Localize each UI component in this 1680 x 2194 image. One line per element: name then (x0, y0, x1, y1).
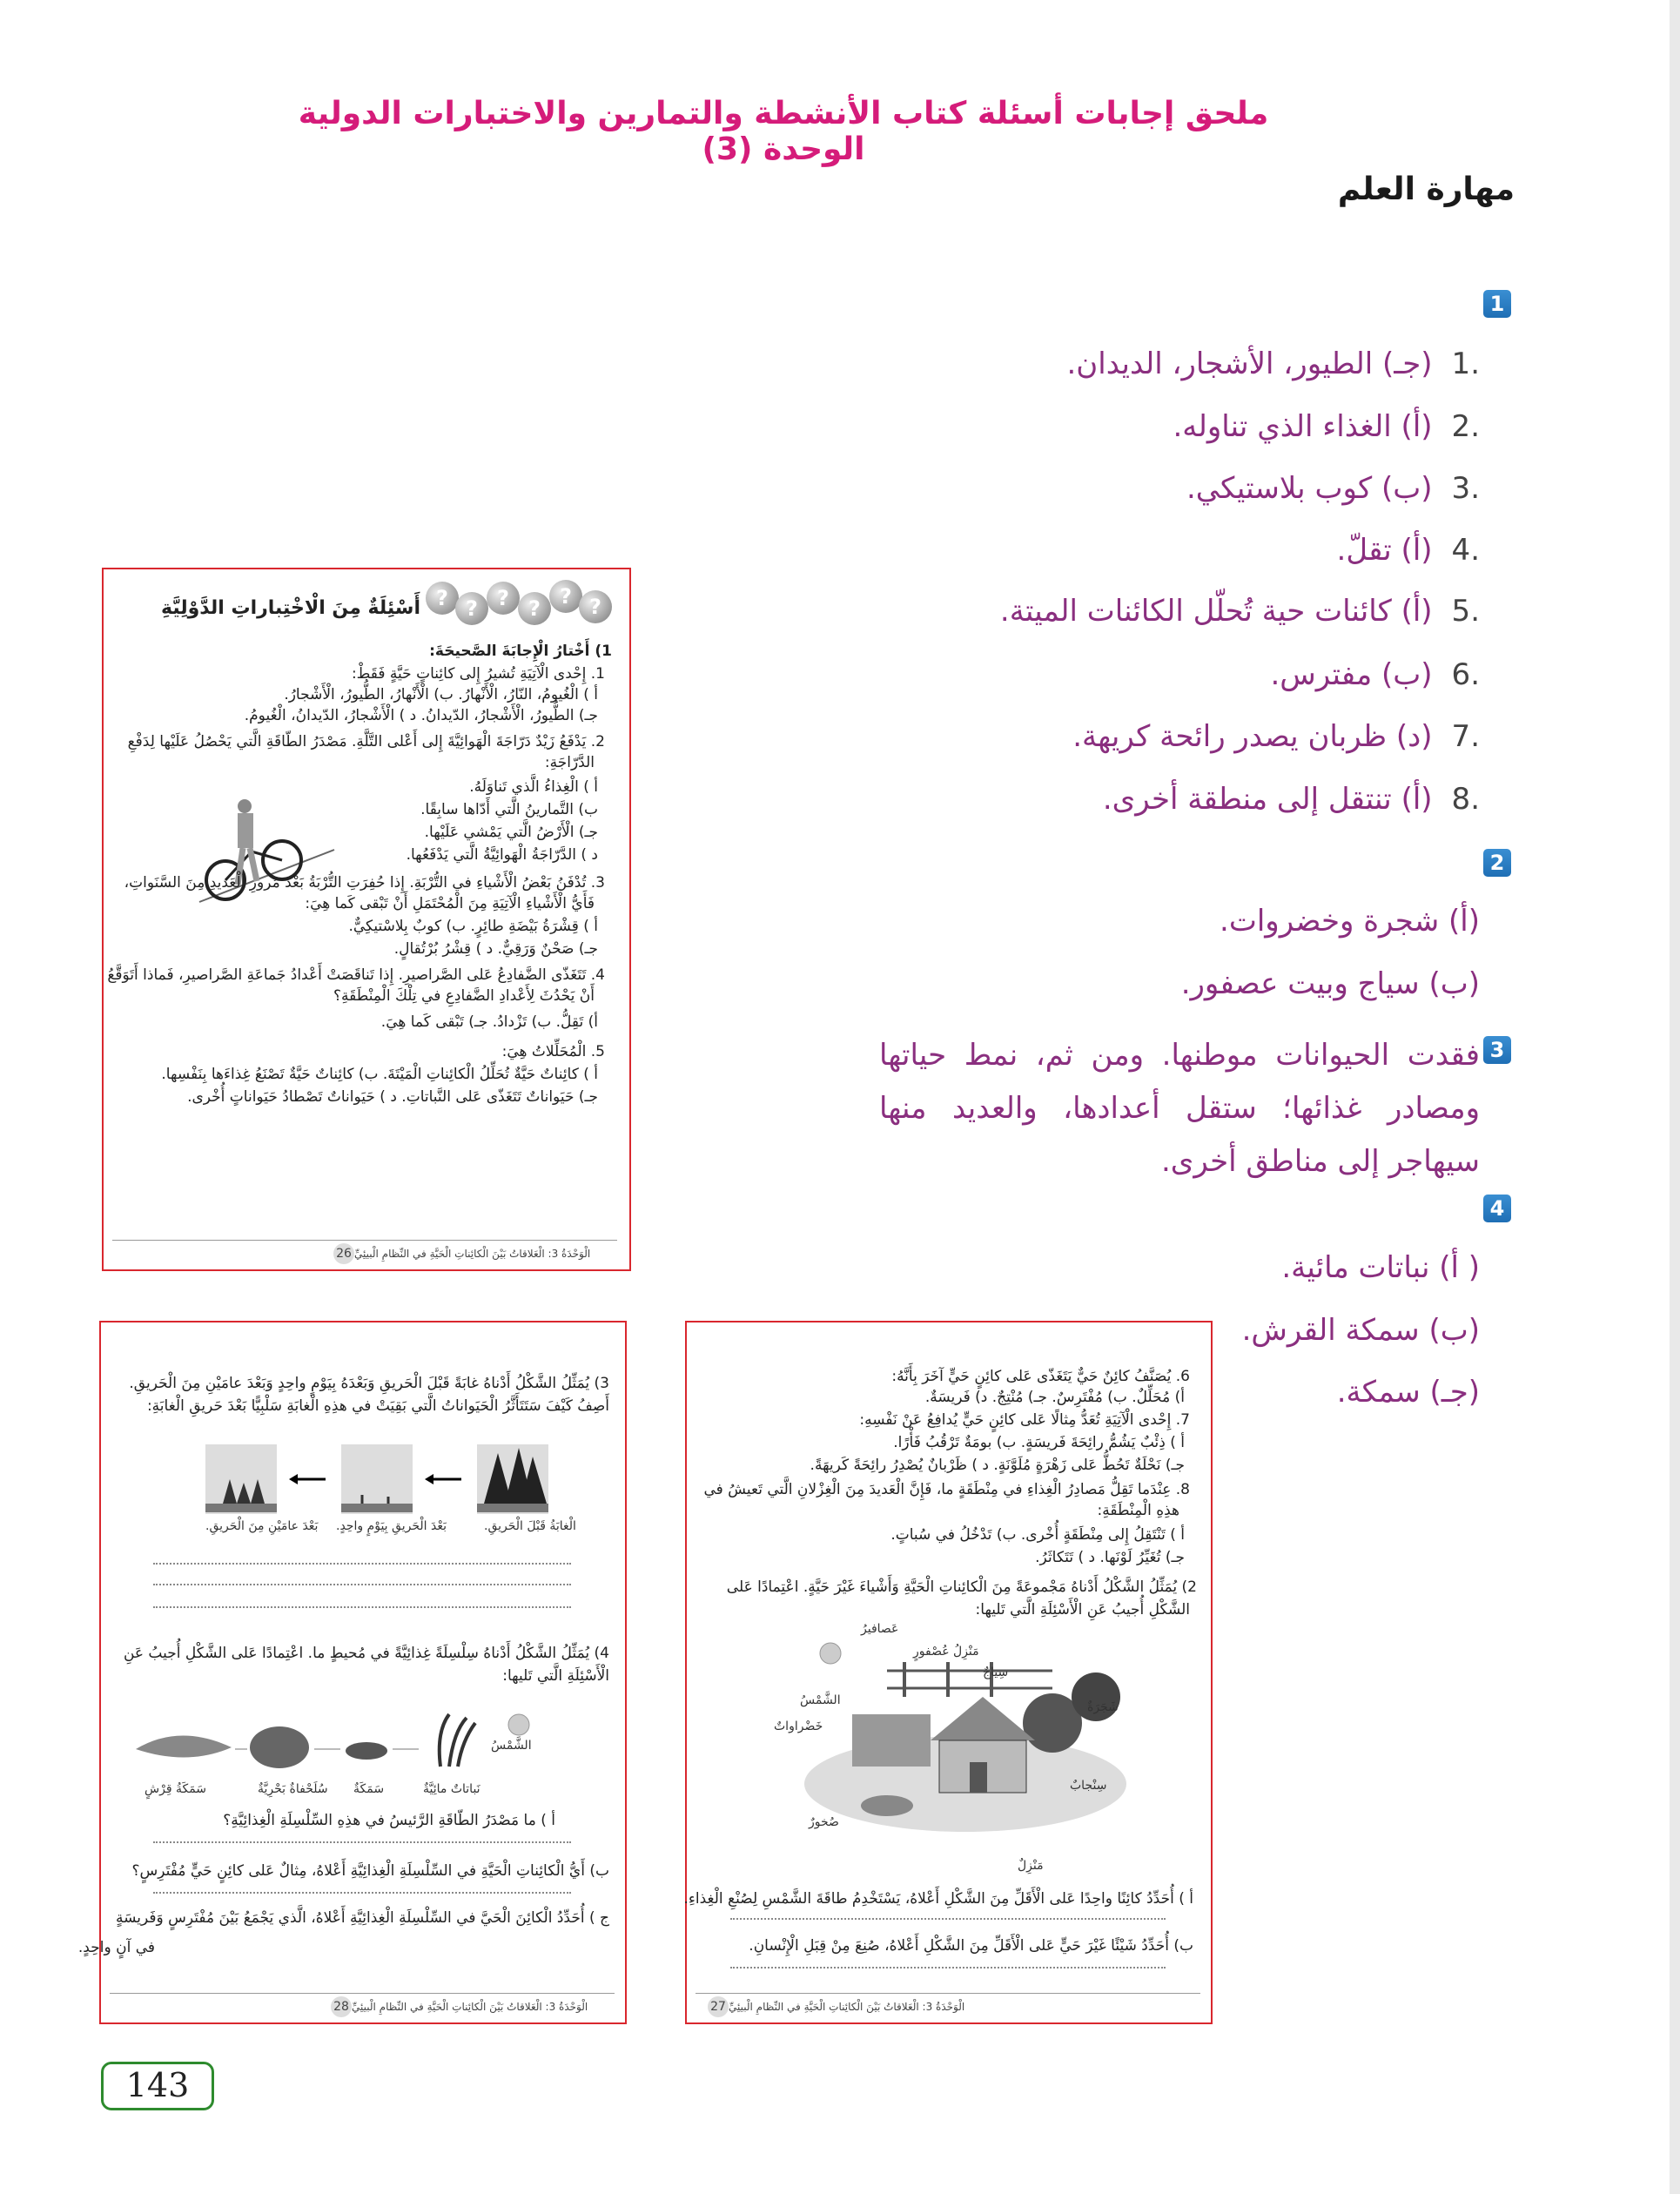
section-badge-4: 4 (1483, 1195, 1511, 1222)
question-line: في آنٍ واحِدٍ. (77, 1939, 155, 1956)
answer-text: (أ) كائنات حية تُحلّل الكائنات الميتة. (999, 594, 1433, 629)
page-number: 28 (331, 1996, 352, 2017)
section-badge-1: 1 (1483, 290, 1511, 318)
footer-text: الْوَحْدَةُ 3: الْعَلاقاتُ بَيْنَ الْكائِناتِ الْحَيَّةِ في النِّظامِ الْبيئِيِّ (729, 2001, 965, 2013)
question-ball-icon: ? (455, 592, 488, 625)
section-heading: مهارة العلم (1337, 172, 1515, 207)
answer-line: (جـ) سمكة. (1336, 1375, 1480, 1410)
question-line: أَصِفُ كَيْفَ سَتَتَأَثَّرُ الْحَيَواناتُ الَّتي بَقِيَتْ في هذِهِ الْغابَةِ سَلْبِيًّا بَعْدَ حَريقِ الْغابَةِ: (146, 1397, 609, 1415)
question-line: أ ) الْغِذاءُ الَّذي تَناوَلَهُ. (469, 778, 598, 796)
question-line: أ) تَقِلُّ. ب) تَزْدادُ. جـ) تَبْقى كَما هِيَ. (380, 1013, 598, 1031)
question-ball-icon: ? (549, 580, 582, 613)
answer-line-dotted (730, 1918, 1166, 1920)
scene-label: سِنْجابٌ (1070, 1779, 1107, 1793)
question-line: ج ) أُحَدِّدُ الْكائِنَ الْحَيَّ في السِّلْسِلَةِ الْغِذائِيَّةِ أَعْلاهُ، الَّذي يَجْمَعُ بَيْنَ مُفْتَرِسٍ وَفَريسَةٍ (115, 1909, 609, 1927)
answer-line-dotted (153, 1606, 571, 1608)
question-heading: 1) أَخْتارُ الْإِجابَةَ الصَّحيحَةَ: (429, 643, 612, 660)
answer-text: (ب) كوب بلاستيكي. (1186, 471, 1433, 506)
footer-rule (696, 1993, 1200, 1994)
question-line: جـ) الطُّيورُ، الْأَشْجارُ، الدّيدانُ. د ) الْأَشْجارُ، الدّيدانُ، الْغُيومُ. (244, 707, 598, 724)
question-line: هذِهِ الْمِنْطَقَةِ: (1097, 1502, 1179, 1519)
garden-scene-illustration (791, 1636, 1139, 1836)
thumbnail-page-27 (685, 1321, 1213, 2024)
footer-rule (112, 1240, 617, 1241)
question-line: أ ) تَنْتَقِلُ إِلى مِنْطَقَةٍ أُخْرى. ب) تَدْخُلُ في سُباتٍ. (890, 1526, 1185, 1544)
question-line: ب) أُحَدِّدُ شَيْئًا غَيْرَ حَيٍّ عَلى الْأَقَلِّ مِنَ الشَّكْلِ أَعْلاهُ، صُنِعَ مِنْ قِبَلِ الْإِنْسانِ. (749, 1937, 1193, 1955)
answer-number: .4 (1451, 533, 1480, 568)
question-ball-icon: ? (426, 582, 459, 615)
thumbnail-footer (330, 1243, 590, 1264)
answer-number: .2 (1451, 409, 1480, 444)
answer-number: .6 (1451, 657, 1480, 692)
answer-line-dotted (730, 1967, 1166, 1969)
question-line: جـ) نَحْلَةٌ تَحُطُّ عَلى زَهْرَةٍ مُلَوَّنَةٍ. د ) ظَرْبانٌ يُصْدِرُ رائِحَةً كَريهَةً. (810, 1457, 1185, 1474)
answer-line (1066, 347, 1480, 381)
scene-label: شَجَرَةٌ (1087, 1700, 1119, 1714)
page-number: 26 (333, 1243, 354, 1264)
thumbnail-page-28 (77, 1321, 627, 2024)
food-chain-label: سَمَكَةُ قِرْشٍ (144, 1782, 207, 1796)
thumbnail-page-26 (102, 568, 631, 1271)
scene-label: مَنْزِلُ عُصْفورٍ (913, 1645, 979, 1659)
page-number: 27 (708, 1996, 729, 2017)
answer-line (1337, 533, 1480, 568)
answer-line-dotted (153, 1584, 571, 1585)
question-line: 3. تُدْفَنُ بَعْضُ الْأَشْياءِ في التُّرْبَةِ. إِذا حُفِرَتِ التُّرْبَةُ بَعْدَ مُرورِ الْعَديدِ مِنَ السَّنَواتِ، (124, 874, 605, 892)
question-line: 8. عِنْدَما تَقِلُّ مَصادِرُ الْغِذاءِ في مِنْطَقَةٍ ما، فَإِنَّ الْعَديدَ مِنَ الْغِزْلانِ الَّتي تَعيشُ في (703, 1481, 1190, 1498)
question-ball-icon: ? (518, 592, 551, 625)
scene-label: صُخورٌ (809, 1815, 839, 1829)
scene-label: الشَّمْسُ (800, 1693, 841, 1707)
answer-paragraph: فقدت الحيوانات موطنها. ومن ثم، نمط حياتها ومصادر غذائها؛ ستقل أعدادها، والعديد منها سيهاجر إلى مناطق أخرى. (879, 1038, 1480, 1179)
footer-text: الْوَحْدَةُ 3: الْعَلاقاتُ بَيْنَ الْكائِناتِ الْحَيَّةِ في النِّظامِ الْبيئِيِّ (352, 2001, 588, 2013)
question-line: 1. إِحْدى الْآتِيَةِ تُشيرُ إِلى كائِناتٍ حَيَّةٍ فَقَطْ: (351, 665, 605, 683)
answer-text: (ب) مفترس. (1270, 657, 1433, 692)
question-line: 4. تَتَغَذّى الضَّفادِعُ عَلى الصَّراصيرِ. إِذا تَناقَصَتْ أَعْدادُ جَماعَةِ الصَّراصيرِ، فَماذا أَتَوَقَّعُ (107, 966, 605, 984)
question-line: 2) يُمَثِّلُ الشَّكْلُ أَدْناهُ مَجْموعَةً مِنَ الْكائِناتِ الْحَيَّةِ وَأَشْياءَ غَيْرَ حَيَّةٍ. اعْتِمادًا عَلى (726, 1578, 1197, 1596)
answer-number: .8 (1451, 782, 1480, 817)
question-line: الدَّرّاجَةِ: (544, 754, 595, 771)
answer-line (1072, 719, 1480, 754)
diagram-caption: الْغابَةُ قَبْلَ الْحَريقِ. (484, 1519, 576, 1533)
question-line: جـ) الْأَرْضُ الَّتي يَمْشي عَلَيْها. (424, 824, 598, 841)
diagram-caption: بَعْدَ عامَيْنِ مِنَ الْحَريقِ. (205, 1519, 319, 1533)
section-badge-2: 2 (1483, 849, 1511, 877)
answer-line (1103, 782, 1480, 817)
forest-fire-diagram (205, 1444, 571, 1514)
footer-text: الْوَحْدَةُ 3: الْعَلاقاتُ بَيْنَ الْكائِناتِ الْحَيَّةِ في النِّظامِ الْبيئِيِّ (354, 1248, 591, 1260)
scene-label: سِياجٌ (983, 1666, 1009, 1679)
answer-number: .5 (1451, 594, 1480, 629)
section-badge-3: 3 (1483, 1036, 1511, 1064)
cyclist-illustration (199, 798, 339, 911)
food-chain-label: نَباتاتٌ مائِيَّةٌ (423, 1782, 480, 1796)
question-line: أ ) ما مَصْدَرُ الطّاقَةِ الرَّئيسُ في هذِهِ السِّلْسِلَةِ الْغِذائِيَّةِ؟ (223, 1812, 555, 1829)
answer-line (1173, 409, 1480, 444)
question-line: أَنْ يَحْدُثَ لِأَعْدادِ الضَّفادِعِ في تِلْكَ الْمِنْطَقَةِ؟ (333, 987, 595, 1005)
question-line: جـ) حَيَواناتٌ تَتَغَذّى عَلى النَّباتاتِ. د ) حَيَواناتٌ تَصْطادُ حَيَواناتٍ أُخْرى. (187, 1088, 598, 1106)
answer-line: (ب) سياج وبيت عصفور. (1180, 966, 1480, 1001)
answer-line (1000, 594, 1480, 629)
question-line: 4) يُمَثِّلُ الشَّكْلُ أَدْناهُ سِلْسِلَةً غِذائِيَّةً في مُحيطٍ ما. اعْتِمادًا عَلى الشَّكْلِ أُجيبُ عَنِ (123, 1645, 609, 1662)
food-chain-label: سَمَكَةٌ (353, 1782, 385, 1796)
diagram-caption: بَعْدَ الْحَريقِ بِيَوْمٍ واحِدٍ. (336, 1519, 447, 1533)
answer-number: .1 (1451, 347, 1480, 381)
thumbnail-footer (327, 1996, 588, 2017)
question-line: 7. إِحْدى الْآتِيَةِ تُعَدُّ مِثالًا عَلى كائِنٍ حَيٍّ يُدافِعُ عَنْ نَفْسِهِ: (859, 1411, 1190, 1429)
question-line: أ ) كائِناتٌ حَيَّةٌ تُحَلِّلُ الْكائِناتِ الْمَيْتَةَ. ب) كائِناتٌ حَيَّةٌ تَصْنَعُ غِذاءَها بِنَفْسِها. (161, 1066, 598, 1083)
answer-line-dotted (153, 1563, 571, 1565)
answer-line: (أ) شجرة وخضروات. (1220, 904, 1480, 939)
question-ball-icon: ? (579, 590, 612, 623)
scene-label: خَضْراواتٌ (774, 1720, 823, 1733)
question-line: 2. يَدْفَعُ زَيْدٌ دَرّاجَةَ الْهَوائِيَّةَ إِلى أَعْلى التَّلَّةِ. مَصْدَرُ الطّاقَةِ الَّتي يَحْصُلُ عَلَيْها لِدَفْعِ (127, 733, 605, 750)
question-line: الْأَسْئِلَةِ الَّتي تَليها: (502, 1667, 609, 1685)
question-line: 6. يُصَنَّفُ كائِنٌ حَيٌّ يَتَغَذّى عَلى كائِنٍ حَيٍّ آخَرَ بِأَنَّهُ: (891, 1368, 1190, 1385)
answer-line (1270, 657, 1480, 692)
food-chain-label: الشَّمْسُ (491, 1739, 532, 1753)
thumbnail-footer (704, 1996, 964, 2017)
scene-label: عَصافيرُ (861, 1622, 899, 1636)
footer-rule (110, 1993, 615, 1994)
answer-line (1186, 471, 1480, 506)
question-ball-icon: ? (487, 582, 520, 615)
question-line: د ) الدَّرّاجَةُ الْهَوائِيَّةُ الَّتي يَدْفَعُها. (406, 846, 598, 864)
question-line: 3) يُمَثِّلُ الشَّكْلُ أَدْناهُ غابَةً قَبْلَ الْحَريقِ وَبَعْدَهُ بِيَوْمٍ واحِدٍ وَبَعْدَ عامَيْنِ مِنَ الْحَريقِ. (129, 1375, 609, 1392)
question-line: الشَّكْلِ أُجيبُ عَنِ الْأَسْئِلَةِ الَّتي تَليها: (975, 1601, 1190, 1619)
scene-label: مَنْزِلٌ (1018, 1859, 1044, 1873)
answer-line: ( أ) نباتات مائية. (1281, 1250, 1480, 1285)
question-line: ب) أَيُّ الْكائِناتِ الْحَيَّةِ في السِّلْسِلَةِ الْغِذائِيَّةِ أَعْلاهُ، مِثالٌ عَلى كائِنٍ حَيٍّ مُفْتَرِسٍ؟ (131, 1862, 609, 1880)
answer-text: (د) ظربان يصدر رائحة كريهة. (1072, 719, 1433, 754)
page-title: ملحق إجابات أسئلة كتاب الأنشطة والتمارين والاختبارات الدولية الوحدة (3) (298, 96, 1269, 167)
page-number: 143 (101, 2062, 214, 2110)
answer-text: (أ) الغذاء الذي تناوله. (1173, 409, 1433, 444)
question-line: أ ) قِشْرَةُ بَيْضَةِ طائِرٍ. ب) كوبٌ بِلاسْتيكِيٌّ. (348, 918, 598, 935)
answer-number: .7 (1451, 719, 1480, 754)
question-line: أ ) ذِئْبٌ يَشُمُّ رائِحَةَ فَريسَةٍ. ب) بومَةٌ تَرْقُبُ فَأْرًا. (893, 1434, 1185, 1451)
question-line: جـ) تُغَيِّرُ لَوْنَها. د ) تَتَكاثَرُ. (1035, 1549, 1185, 1566)
thumbnail-title: أَسْئِلَةٌ مِنَ الْاخْتِباراتِ الدَّوْلِيَّةِ (161, 597, 420, 619)
question-line: أ) مُحَلِّلٌ. ب) مُفْتَرِسٌ. جـ) مُنْتِجٌ. د) فَريسَةٌ. (924, 1389, 1185, 1406)
answer-text: (جـ) الطيور، الأشجار، الديدان. (1066, 347, 1433, 381)
answer-text: (أ) تنتقل إلى منطقة أخرى. (1102, 782, 1433, 817)
question-line: جـ) صَحْنٌ وَرَقِيٌّ. د ) قِشْرُ بُرْتُقالٍ. (393, 940, 598, 958)
question-line: أ ) الْغُيومُ، النّارُ، الْأَنْهارُ. ب) الْأَنْهارُ، الطُّيورُ، الْأَشْجارُ. (284, 686, 598, 703)
answer-line-dotted (153, 1841, 571, 1843)
page-edge (1670, 0, 1680, 2194)
answer-number: .3 (1451, 471, 1480, 506)
question-line: ب) التَّمارينُ الَّتي أَدّاها سابِقًا. (420, 801, 598, 818)
answer-line: (ب) سمكة القرش. (1241, 1313, 1480, 1348)
answer-text: (أ) تقلّ. (1336, 533, 1433, 568)
answer-line-dotted (153, 1892, 571, 1894)
food-chain-label: سُلَحْفاةٌ بَحْرِيَّةٌ (258, 1782, 328, 1796)
question-line: أ ) أُحَدِّدُ كائِنًا واحِدًا عَلى الْأَقَلِّ مِنَ الشَّكْلِ أَعْلاهُ، يَسْتَخْدِمُ طاقَةَ الشَّمْسِ لِصُنْعِ الْغِذاءِ. (683, 1890, 1193, 1908)
question-line: فَأَيُّ الْأَشْياءِ الْآتِيَةِ مِنَ الْمُحْتَمَلِ أَنْ تَبْقى كَما هِيَ: (305, 895, 595, 912)
question-line: 5. الْمُحَلِّلاتُ هِيَ: (501, 1043, 605, 1060)
